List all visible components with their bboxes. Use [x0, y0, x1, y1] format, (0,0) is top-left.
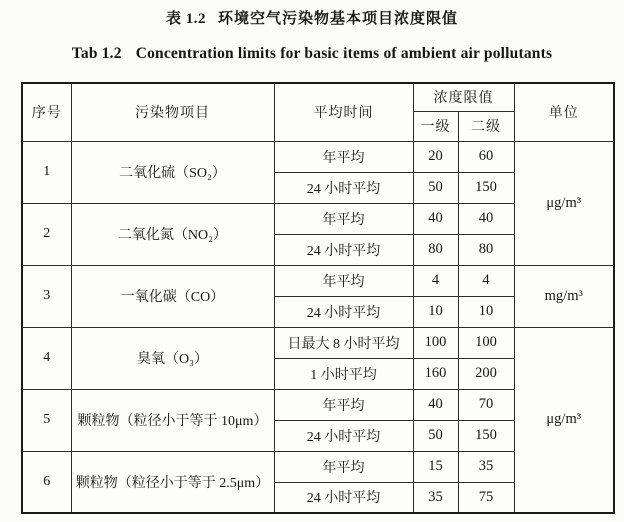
limit-grade2: 10 — [458, 296, 514, 327]
table-row — [22, 265, 614, 296]
avg-time: 年平均 — [274, 451, 413, 482]
avg-time: 年平均 — [274, 265, 413, 296]
limit-grade1: 10 — [413, 296, 458, 327]
unit-cell: μg/m³ — [514, 327, 614, 513]
avg-time: 日最大 8 小时平均 — [274, 327, 413, 358]
limit-grade1: 40 — [413, 389, 458, 420]
limit-grade2: 75 — [458, 482, 514, 513]
avg-time: 年平均 — [274, 203, 413, 234]
row-index: 2 — [22, 203, 71, 265]
header-grade1: 一级 — [413, 111, 458, 141]
limit-grade1: 4 — [413, 265, 458, 296]
limit-grade1: 160 — [413, 358, 458, 389]
unit-cell: μg/m³ — [514, 141, 614, 265]
limit-grade1: 20 — [413, 141, 458, 172]
concentration-limits-table — [21, 82, 615, 514]
limit-grade1: 15 — [413, 451, 458, 482]
header-grade2: 二级 — [458, 111, 514, 141]
avg-time: 24 小时平均 — [274, 296, 413, 327]
table-caption-en: Concentration limits for basic items of ambient air pollutants — [135, 45, 553, 62]
pollutant-name: 臭氧（O₃） — [71, 327, 274, 389]
avg-time: 年平均 — [274, 141, 413, 172]
row-index: 3 — [22, 265, 71, 327]
header-index: 序号 — [22, 83, 71, 141]
table-number-en: Tab 1.2 — [71, 45, 122, 62]
avg-time: 24 小时平均 — [274, 482, 413, 513]
header-pollutant: 污染物项目 — [71, 83, 274, 141]
header-row-1 — [22, 83, 614, 111]
limit-grade1: 35 — [413, 482, 458, 513]
table-row — [22, 141, 614, 172]
limit-grade1: 100 — [413, 327, 458, 358]
pollutant-name: 颗粒物（粒径小于等于 2.5μm） — [71, 451, 274, 513]
limit-grade2: 200 — [458, 358, 514, 389]
limit-grade2: 60 — [458, 141, 514, 172]
limit-grade1: 50 — [413, 420, 458, 451]
limit-grade1: 40 — [413, 203, 458, 234]
avg-time: 1 小时平均 — [274, 358, 413, 389]
limit-grade2: 100 — [458, 327, 514, 358]
avg-time: 24 小时平均 — [274, 172, 413, 203]
header-avg-time: 平均时间 — [274, 83, 413, 141]
table-caption-cn: 环境空气污染物基本项目浓度限值 — [218, 11, 459, 27]
avg-time: 24 小时平均 — [274, 234, 413, 265]
row-index: 4 — [22, 327, 71, 389]
limit-grade2: 150 — [458, 420, 514, 451]
row-index: 1 — [22, 141, 71, 203]
table-number-cn: 表 1.2 — [165, 11, 206, 27]
pollutant-name: 二氧化硫（SO₂） — [71, 141, 274, 203]
limit-grade1: 80 — [413, 234, 458, 265]
limit-grade2: 80 — [458, 234, 514, 265]
table-row — [22, 327, 614, 358]
unit-cell: mg/m³ — [514, 265, 614, 327]
avg-time: 24 小时平均 — [274, 420, 413, 451]
row-index: 6 — [22, 451, 71, 513]
table-title-chinese — [0, 7, 624, 28]
pollutant-name: 一氧化碳（CO） — [71, 265, 274, 327]
limit-grade2: 35 — [458, 451, 514, 482]
row-index: 5 — [22, 389, 71, 451]
header-limits: 浓度限值 — [413, 83, 514, 111]
limit-grade2: 40 — [458, 203, 514, 234]
limit-grade2: 4 — [458, 265, 514, 296]
avg-time: 年平均 — [274, 389, 413, 420]
table-title-english — [0, 45, 624, 63]
header-unit: 单位 — [514, 83, 614, 141]
limit-grade1: 50 — [413, 172, 458, 203]
limit-grade2: 150 — [458, 172, 514, 203]
pollutant-name: 颗粒物（粒径小于等于 10μm） — [71, 389, 274, 451]
limit-grade2: 70 — [458, 389, 514, 420]
pollutant-name: 二氧化氮（NO₂） — [71, 203, 274, 265]
